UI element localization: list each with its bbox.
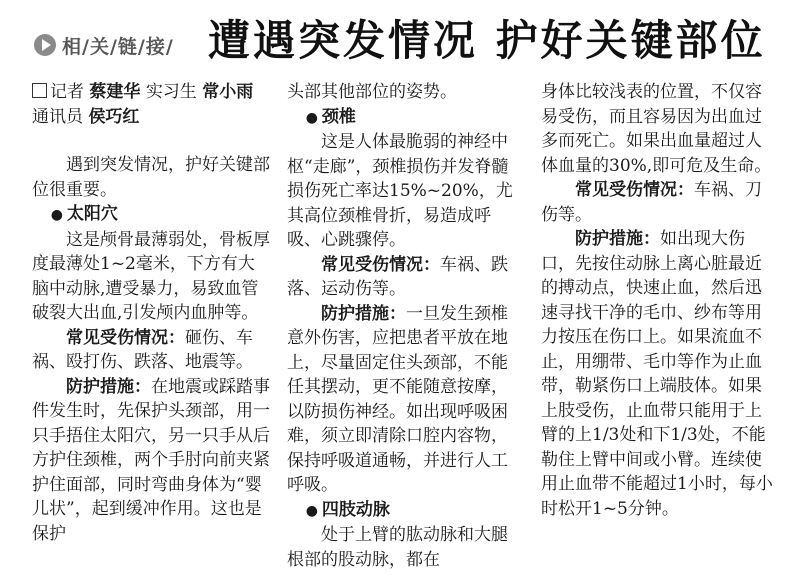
section-body-limb-continuation: 身体比较浅表的位置，不仅容易受伤，而且容易因为出血过多而死亡。如果出血量超过人体血量的30%,即可危及生命。 (541, 82, 772, 176)
injury-paragraph-limb (541, 178, 777, 227)
section-body-temple: 这是颅骨最薄弱处，骨板厚度最薄处1~2毫米，下方有大脑中动脉,遭受暴力，易致血管破裂大出血,引发颅内血肿等。 (32, 229, 270, 323)
play-arrow-icon (34, 34, 56, 56)
injury-label: 常见受伤情况： (321, 254, 440, 275)
injury-text: 车祸、刀伤等。 (541, 180, 762, 225)
measure-paragraph-temple (32, 375, 270, 547)
injury-paragraph-temple (32, 326, 270, 375)
article-header (0, 0, 804, 70)
intern-label: 实习生 (145, 82, 197, 102)
section-title-limb-arteries (287, 498, 523, 524)
injury-label: 常见受伤情况： (66, 327, 185, 348)
section-title-temple (32, 202, 270, 228)
headline: 遭遇突发情况 护好关键部位 (208, 16, 766, 65)
injury-text: 车祸、跌落、运动伤等。 (287, 254, 508, 299)
injury-text: 砸伤、车祸、殴打伤、跌落、地震等。 (32, 327, 253, 372)
intern-name: 常小雨 (202, 82, 254, 102)
column-3 (541, 80, 777, 521)
section-body-limb-start: 处于上臂的肱动脉和大腿根部的股动脉，都在 (287, 525, 508, 570)
column-1 (32, 80, 270, 546)
measure-text: 在地震或踩踏事件发生时，先保护头颈部，用一只手捂住太阳穴，另一只手从后方护住颈椎，两个手肘向前夹紧护住面部，同时弯曲身体为“婴儿状”，起到缓冲作用。这也是保护 (32, 376, 270, 544)
spacer (32, 129, 270, 153)
measure-paragraph-limb (541, 227, 777, 521)
section-title-cervical (287, 105, 523, 131)
intro-paragraph: 遇到突发情况，护好关键部位很重要。 (32, 155, 270, 200)
kicker-text: 相/关/链/接/ (62, 35, 174, 58)
byline (32, 80, 270, 129)
injury-label: 常见受伤情况： (575, 180, 694, 200)
byline-prefix: 记者 (50, 82, 84, 102)
section-title-text: 四肢动脉 (321, 499, 390, 520)
measure-continuation-temple: 头部其他部位的姿势。 (287, 82, 457, 102)
section-title-text: 太阳穴 (66, 204, 118, 224)
byline-box-icon (32, 83, 47, 98)
section-title-text: 颈椎 (321, 106, 356, 127)
bullet-icon: ● (50, 207, 63, 223)
measure-paragraph-cervical (287, 302, 523, 498)
measure-text: 如出现大伤口，先按住动脉上离心脏最近的搏动点，快速止血，然后迅速寻找干净的毛巾、纱布等用力按压在伤口上。如果流血不止，用绷带、毛巾等作为止血带，勒紧伤口上端肢体。如果上肢受伤，止血带只能用于上臂的上1/3处和下1/3处，不能勒住上臂中间或小臂。连续使用止血带不能超过1小时，每小时松开1~5分钟。 (541, 229, 773, 519)
section-body-cervical: 这是人体最脆弱的神经中枢“走廊”，颈椎损伤并发脊髓损伤死亡率达15%~20%，尤其高位颈椎骨折，易造成呼吸、心跳骤停。 (287, 132, 513, 250)
related-links-kicker (34, 30, 174, 60)
measure-label: 防护措施： (66, 376, 151, 397)
reporter-name: 蔡建华 (89, 82, 141, 102)
injury-paragraph-cervical (287, 253, 523, 302)
bullet-icon: ● (305, 109, 318, 126)
measure-label: 防护措施： (575, 229, 660, 249)
correspondent-label: 通讯员 (32, 106, 83, 127)
correspondent-name: 侯巧红 (88, 106, 140, 127)
measure-label: 防护措施： (321, 303, 406, 324)
measure-text: 一旦发生颈椎意外伤害，应把患者平放在地上，尽量固定住头颈部，不能任其摆动，更不能随意按摩，以防损伤神经。如出现呼吸困难，须立即清除口腔内容物，保持呼吸道通畅，并进行人工呼吸。 (287, 303, 508, 495)
column-2 (287, 80, 523, 572)
bullet-icon: ● (305, 502, 318, 519)
